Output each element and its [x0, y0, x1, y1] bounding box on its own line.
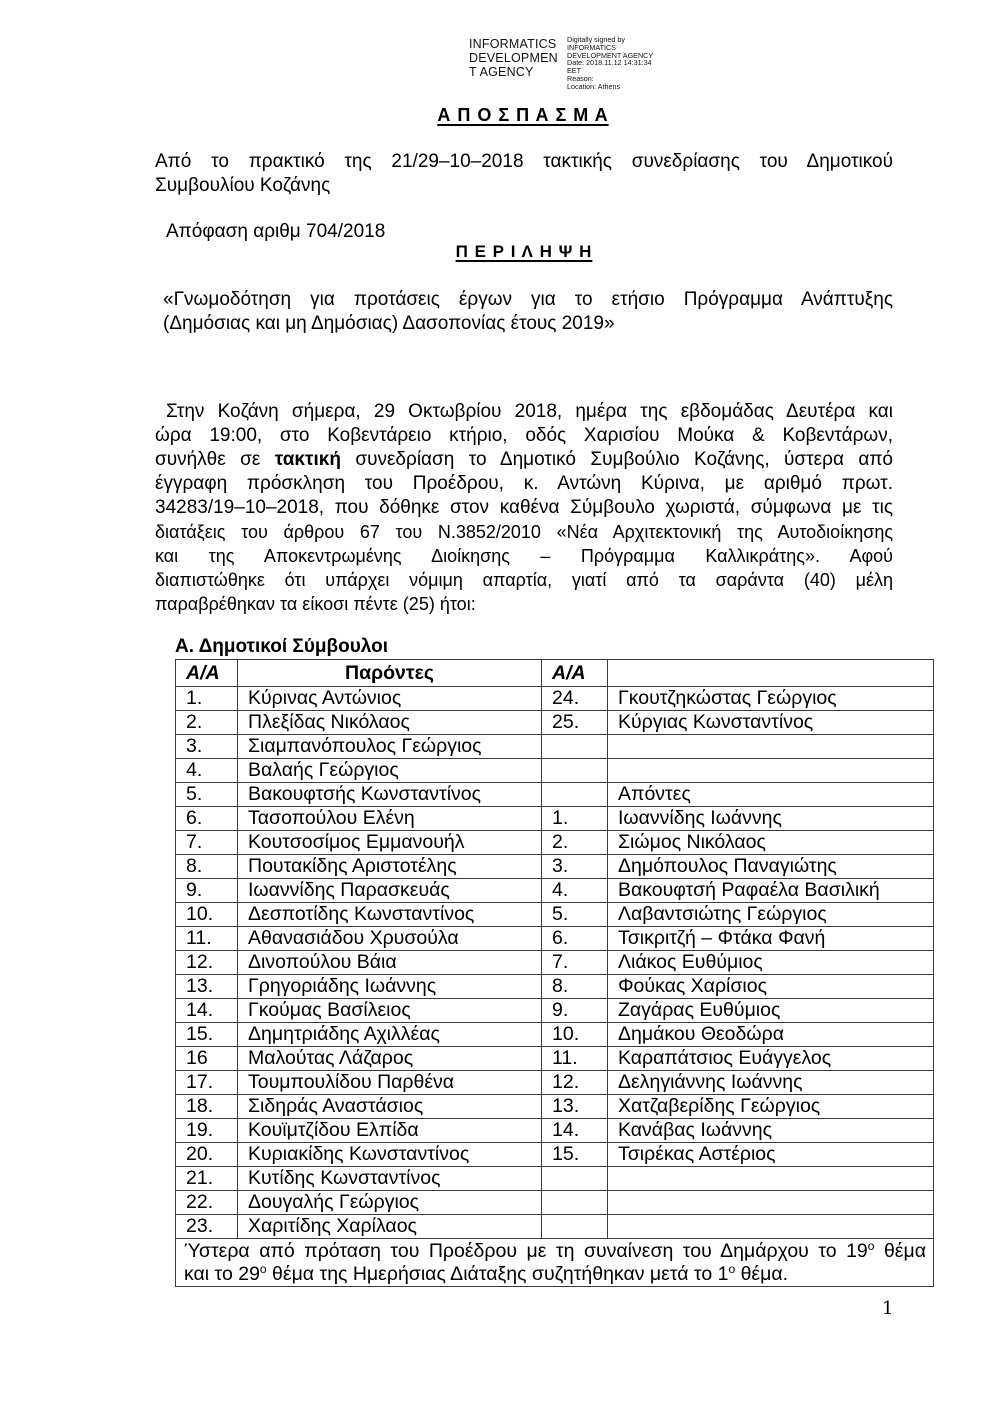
body-text: συνήλθε σε [155, 449, 275, 470]
signature-location: Location: Athens [567, 81, 621, 91]
member-name: Γκουτζηκώστας Γεώργιος [608, 687, 934, 711]
table-row [176, 975, 934, 999]
column-header-present: Παρόντες [238, 660, 542, 687]
member-name: Μαλούτας Λάζαρος [238, 1047, 542, 1071]
stamp-line: DEVELOPMEN [469, 51, 558, 65]
note-line [184, 1240, 926, 1263]
row-number: 5. [542, 903, 608, 927]
row-number [542, 1167, 608, 1191]
row-number: 17. [176, 1071, 238, 1095]
member-name: Βαλαής Γεώργιος [238, 759, 542, 783]
member-name: Κουτσοσίμος Εμμανουήλ [238, 831, 542, 855]
row-number: 5. [176, 783, 238, 807]
member-name [608, 759, 934, 783]
row-number: 1. [542, 807, 608, 831]
table-row [176, 1167, 934, 1191]
member-name: Τουμπουλίδου Παρθένα [238, 1071, 542, 1095]
row-number: 14. [176, 999, 238, 1023]
body-text: συνεδρίαση το Δημοτικό Συμβούλιο Κοζάνης, ύστερα από [340, 449, 893, 470]
agenda-note [176, 1239, 934, 1287]
member-name: Λιάκος Ευθύμιος [608, 951, 934, 975]
table-row [176, 1143, 934, 1167]
row-number: 8. [542, 975, 608, 999]
body-line: 34283/19–10–2018, που δόθηκε στον καθένα Σύμβουλο χωριστά, σύμφωνα με τις [155, 497, 893, 518]
page-number: 1 [882, 1298, 894, 1319]
member-name: Κυριακίδης Κωνσταντίνος [238, 1143, 542, 1167]
member-name: Σιαμπανόπουλος Γεώργιος [238, 735, 542, 759]
table-row [176, 1119, 934, 1143]
body-line: παραβρέθηκαν τα είκοσι πέντε (25) ήτοι: [155, 594, 476, 614]
table-row [176, 831, 934, 855]
row-number: 8. [176, 855, 238, 879]
summary-heading: Π Ε Ρ Ι Λ Η Ψ Η [455, 242, 593, 261]
row-number: 7. [176, 831, 238, 855]
member-name: Κύρινας Αντώνιος [238, 687, 542, 711]
member-name [608, 1167, 934, 1191]
member-name: Χαριτίδης Χαρίλαος [238, 1215, 542, 1239]
body-line: έγγραφη πρόσκληση του Προέδρου, κ. Αντώνη Κύρινα, με αριθμό πρωτ. [155, 473, 893, 494]
member-name [608, 1215, 934, 1239]
row-number: 2. [542, 831, 608, 855]
row-number: 3. [176, 735, 238, 759]
row-number: 16 [176, 1047, 238, 1071]
member-name: Ιωαννίδης Ιωάννης [608, 807, 934, 831]
signature-detail-line: EET [567, 66, 581, 76]
ordinal-superscript: ο [867, 1239, 875, 1253]
body-line: ώρα 19:00, στο Κοβεντάρειο κτήριο, οδός Χαρισίου Μούκα & Κοβεντάρων, [155, 425, 893, 446]
row-number: 23. [176, 1215, 238, 1239]
member-name: Πουτακίδης Αριστοτέλης [238, 855, 542, 879]
row-number: 10. [176, 903, 238, 927]
intro-line: Συμβουλίου Κοζάνης [155, 175, 331, 196]
row-number: 6. [542, 927, 608, 951]
row-number [542, 783, 608, 807]
row-number: 14. [542, 1119, 608, 1143]
member-name: Σιώμος Νικόλαος [608, 831, 934, 855]
body-line: και της Αποκεντρωμένης Διοίκησης – Πρόγραμμα Καλλικράτης». Αφού [155, 546, 893, 566]
row-number: 9. [176, 879, 238, 903]
emphasis-text: τακτική [274, 449, 341, 470]
member-name [608, 735, 934, 759]
member-name: Αθανασιάδου Χρυσούλα [238, 927, 542, 951]
note-text: θέμα της Ημερήσιας Διάταξης συζητήθηκαν μετά το 1 [266, 1263, 729, 1285]
table-row [176, 1047, 934, 1071]
column-header-number: Α/Α [542, 660, 608, 687]
member-name: Κύργιας Κωνσταντίνος [608, 711, 934, 735]
table-row [176, 711, 934, 735]
column-header-number: Α/Α [176, 660, 238, 687]
row-number: 15. [542, 1143, 608, 1167]
row-number: 9. [542, 999, 608, 1023]
member-name: Γκούμας Βασίλειος [238, 999, 542, 1023]
signature-detail-line: INFORMATICS [567, 42, 616, 52]
member-name: Τασοπούλου Ελένη [238, 807, 542, 831]
member-name: Πλεξίδας Νικόλαος [238, 711, 542, 735]
row-number: 24. [542, 687, 608, 711]
signature-details [567, 36, 653, 91]
row-number: 3. [542, 855, 608, 879]
document-title: Α Π Ο Σ Π Α Σ Μ Α [437, 105, 609, 125]
row-number [542, 759, 608, 783]
absent-subheading: Απόντες [608, 783, 934, 807]
table-row [176, 1071, 934, 1095]
row-number [542, 735, 608, 759]
intro-paragraph [155, 150, 893, 198]
table-row [176, 1023, 934, 1047]
row-number [542, 1215, 608, 1239]
member-name: Δημάκου Θεοδώρα [608, 1023, 934, 1047]
signature-reason: Reason: [567, 73, 594, 83]
table-row [176, 903, 934, 927]
table-row [176, 687, 934, 711]
row-number: 12. [542, 1071, 608, 1095]
member-name: Ιωαννίδης Παρασκευάς [238, 879, 542, 903]
body-line: Στην Κοζάνη σήμερα, 29 Οκτωβρίου 2018, ημέρα της εβδομάδας Δευτέρα και [166, 401, 893, 422]
row-number [542, 1191, 608, 1215]
stamp-line: INFORMATICS [469, 37, 557, 51]
member-name [608, 1191, 934, 1215]
ordinal-superscript: ο [728, 1262, 736, 1276]
member-name: Τσιρέκας Αστέριος [608, 1143, 934, 1167]
decision-number: Απόφαση αριθμ 704/2018 [166, 221, 386, 242]
member-name: Σιδηράς Αναστάσιος [238, 1095, 542, 1119]
note-text: και το 29 [184, 1263, 260, 1285]
member-name: Γρηγοριάδης Ιωάννης [238, 975, 542, 999]
row-number: 10. [542, 1023, 608, 1047]
signature-date: Date: 2018.11.12 14:31:34 [567, 58, 652, 68]
table-row [176, 999, 934, 1023]
body-line: διατάξεις του άρθρου 67 του Ν.3852/2010 «Νέα Αρχιτεκτονική της Αυτοδιοίκησης [155, 522, 893, 542]
note-text: θέμα. [735, 1263, 789, 1285]
row-number: 19. [176, 1119, 238, 1143]
note-text: Ύστερα από πρόταση του Προέδρου με τη συναίνεση του Δημάρχου το 19 [184, 1240, 868, 1262]
table-row [176, 735, 934, 759]
member-name: Φούκας Χαρίσιος [608, 975, 934, 999]
note-line [184, 1263, 926, 1286]
member-name: Χατζαβερίδης Γεώργιος [608, 1095, 934, 1119]
table-row [176, 759, 934, 783]
subject-line: «Γνωμοδότηση για προτάσεις έργων για το ετήσιο Πρόγραμμα Ανάπτυξης [163, 289, 893, 310]
member-name: Δεληγιάννης Ιωάννης [608, 1071, 934, 1095]
digital-signature-stamp [469, 37, 558, 79]
signature-detail-line: DEVELOPMENT AGENCY [567, 50, 654, 60]
row-number: 1. [176, 687, 238, 711]
stamp-line: T AGENCY [469, 65, 534, 79]
row-number: 13. [542, 1095, 608, 1119]
row-number: 25. [542, 711, 608, 735]
intro-line: Από το πρακτικό της 21/29–10–2018 τακτικής συνεδρίασης του Δημοτικού [155, 151, 893, 172]
row-number: 20. [176, 1143, 238, 1167]
member-name: Τσικριτζή – Φτάκα Φανή [608, 927, 934, 951]
table-row [176, 855, 934, 879]
table-row [176, 807, 934, 831]
member-name: Βακουφτσής Κωνσταντίνος [238, 783, 542, 807]
row-number: 15. [176, 1023, 238, 1047]
body-line: διαπιστώθηκε ότι υπάρχει νόμιμη απαρτία, γιατί από τα σαράντα (40) μέλη [155, 570, 893, 590]
row-number: 4. [176, 759, 238, 783]
table-row [176, 1191, 934, 1215]
member-name: Κανάβας Ιωάννης [608, 1119, 934, 1143]
row-number: 11. [176, 927, 238, 951]
table-header-row [176, 660, 934, 687]
member-name: Δημόπουλος Παναγιώτης [608, 855, 934, 879]
council-members-table [175, 659, 934, 1287]
row-number: 12. [176, 951, 238, 975]
row-number: 4. [542, 879, 608, 903]
table-row [176, 927, 934, 951]
row-number: 22. [176, 1191, 238, 1215]
body-paragraph [155, 400, 893, 616]
member-name: Δουγαλής Γεώργιος [238, 1191, 542, 1215]
member-name: Κυτίδης Κωνσταντίνος [238, 1167, 542, 1191]
member-name: Καραπάτσιος Ευάγγελος [608, 1047, 934, 1071]
table-row [176, 879, 934, 903]
member-name: Βακουφτσή Ραφαέλα Βασιλική [608, 879, 934, 903]
row-number: 7. [542, 951, 608, 975]
note-text: θέμα [874, 1240, 926, 1262]
subject-paragraph [163, 288, 893, 336]
member-name: Δινοπούλου Βάια [238, 951, 542, 975]
member-name: Λαβαντσιώτης Γεώργιος [608, 903, 934, 927]
body-line [155, 448, 893, 472]
row-number: 13. [176, 975, 238, 999]
column-header-empty [608, 660, 934, 687]
member-name: Κουϊμτζίδου Ελπίδα [238, 1119, 542, 1143]
ordinal-superscript: ο [259, 1262, 267, 1276]
table-note-row [176, 1239, 934, 1287]
signature-detail-line: Digitally signed by [567, 35, 625, 44]
row-number: 6. [176, 807, 238, 831]
member-name: Ζαγάρας Ευθύμιος [608, 999, 934, 1023]
table-row [176, 1215, 934, 1239]
subject-line: (Δημόσιας και μη Δημόσιας) Δασοπονίας έτους 2019» [163, 313, 615, 334]
row-number: 21. [176, 1167, 238, 1191]
row-number: 11. [542, 1047, 608, 1071]
row-number: 2. [176, 711, 238, 735]
row-number: 18. [176, 1095, 238, 1119]
table-row [176, 1095, 934, 1119]
table-row [176, 951, 934, 975]
table-row [176, 783, 934, 807]
member-name: Δεσποτίδης Κωνσταντίνος [238, 903, 542, 927]
member-name: Δημητριάδης Αχιλλέας [238, 1023, 542, 1047]
section-heading: Α. Δημοτικοί Σύμβουλοι [175, 636, 388, 657]
